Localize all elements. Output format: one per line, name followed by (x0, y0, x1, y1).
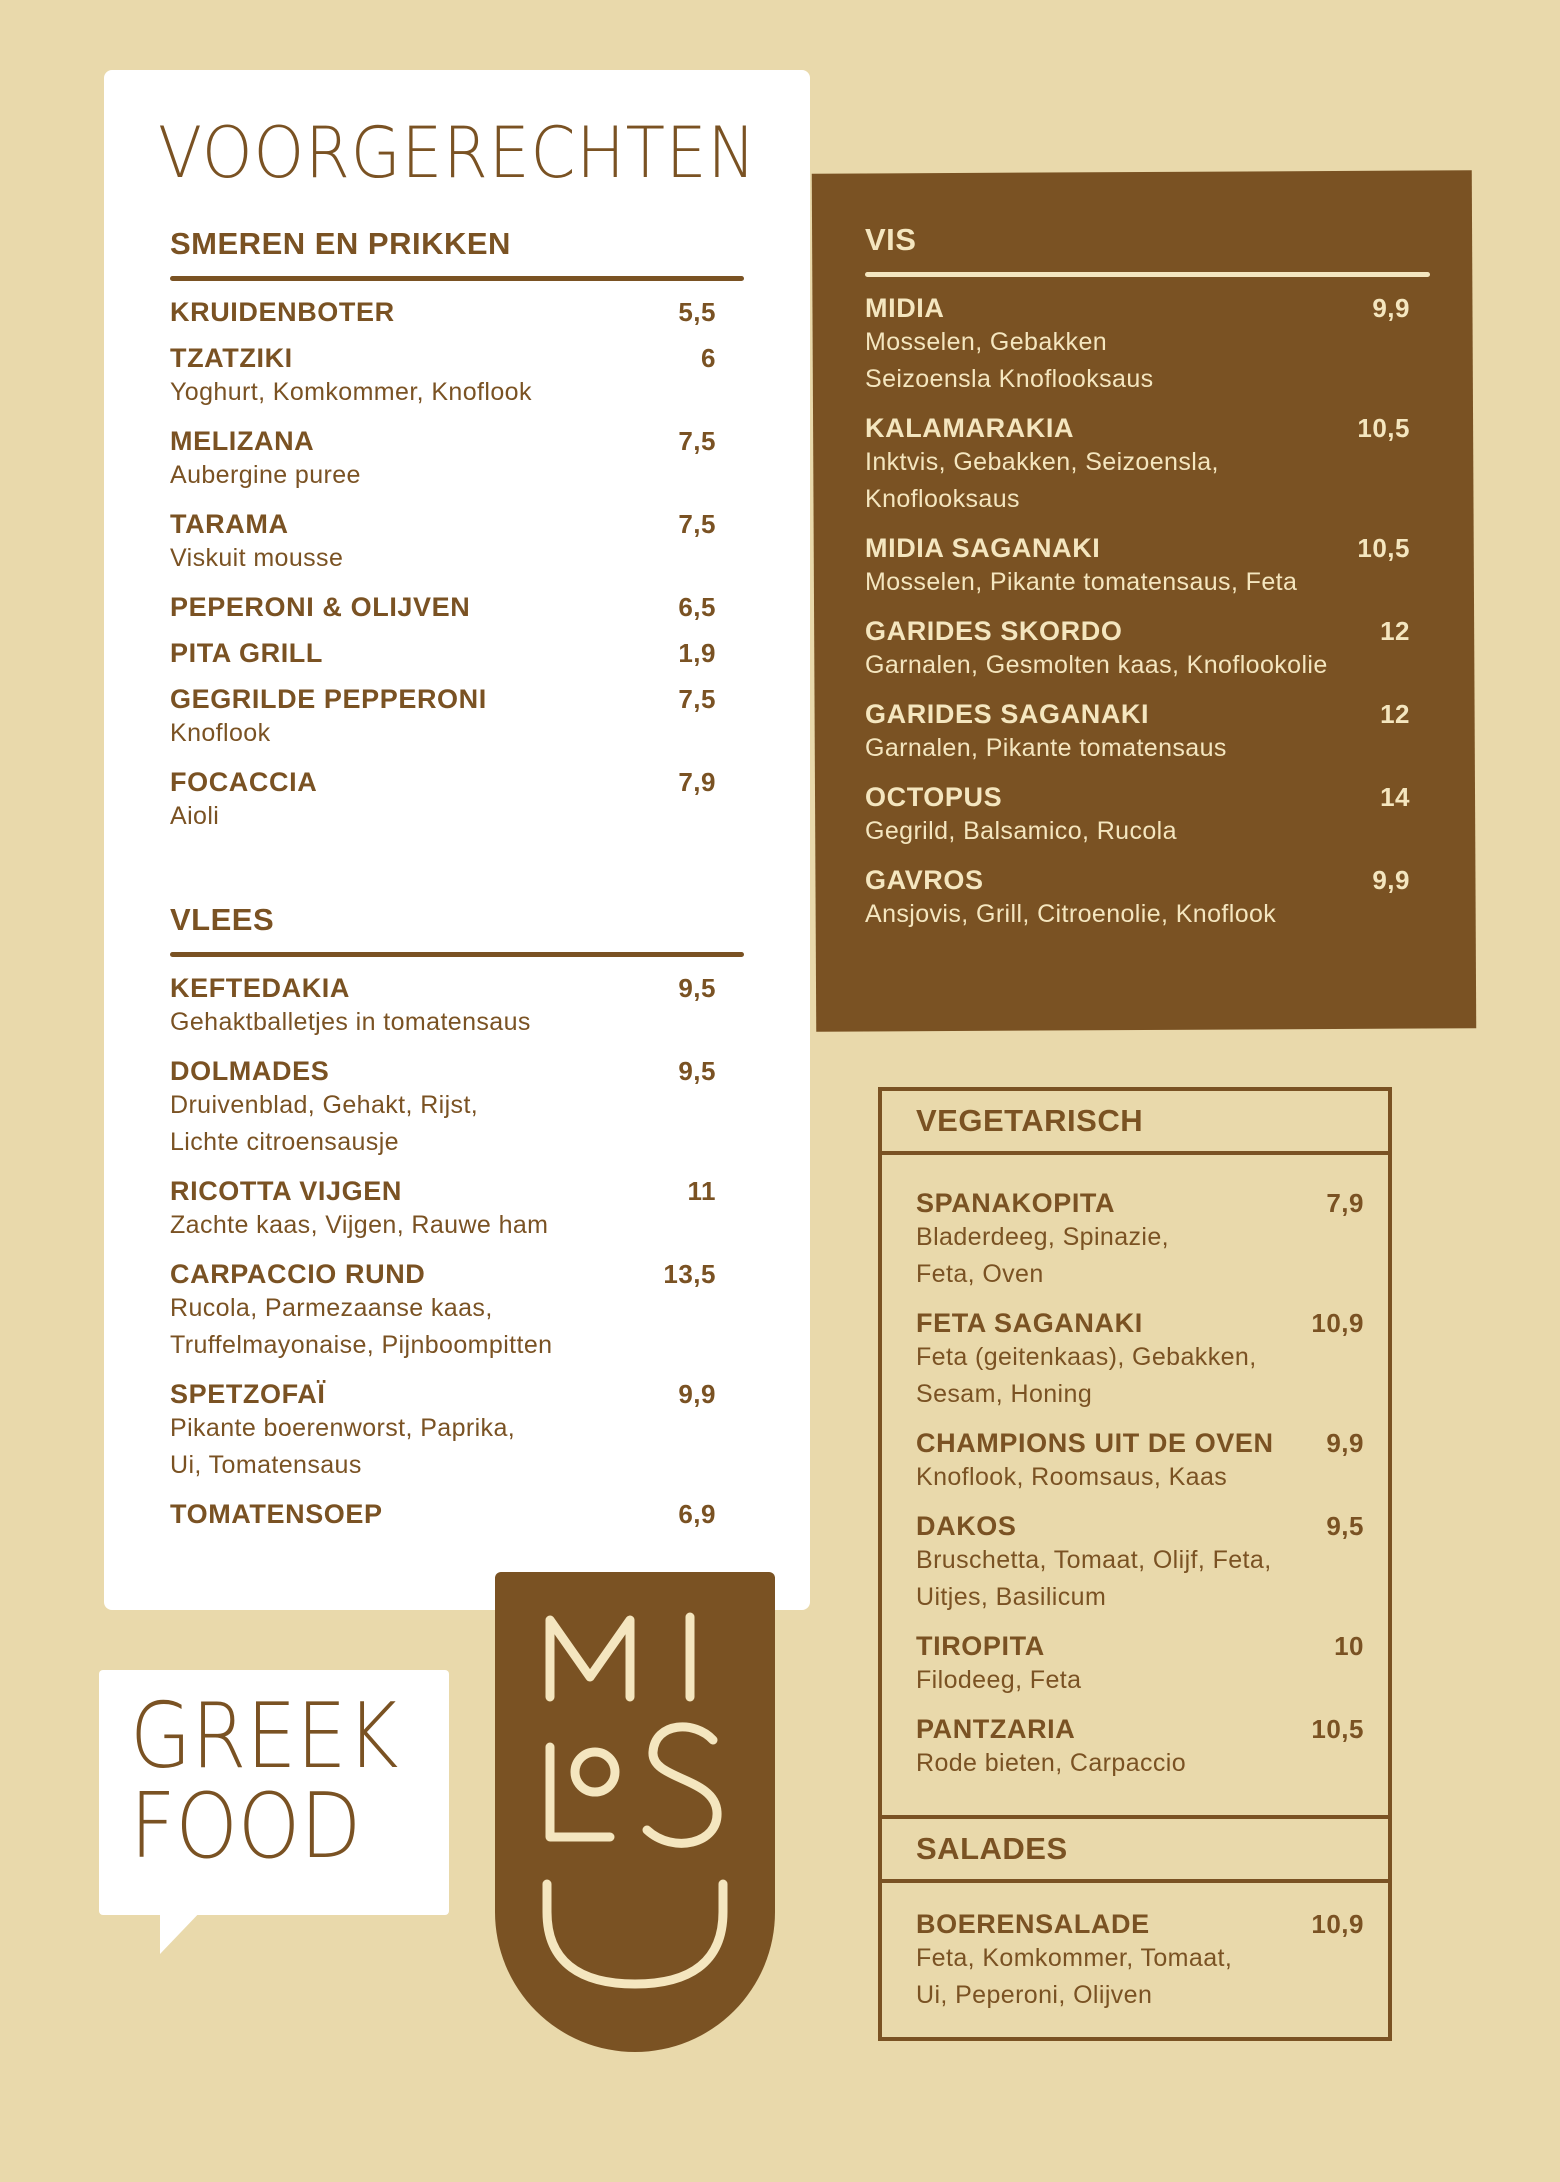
dish-name: FETA SAGANAKI (916, 1308, 1143, 1338)
dish-name: MIDIA SAGANAKI (865, 533, 1101, 563)
badge-line-1: GREEK (130, 1684, 399, 1789)
menu-item (170, 343, 744, 411)
menu-item (916, 1428, 1364, 1496)
menu-item (170, 509, 744, 577)
dish-description: Ansjovis, Grill, Citroenolie, Knoflook (865, 900, 1277, 928)
menu-item-row (916, 1909, 1364, 1940)
menu-item (170, 638, 744, 669)
menu-list (170, 973, 744, 1530)
menu-item-row (170, 684, 744, 715)
section-heading-vegetarisch: VEGETARISCH (882, 1091, 1388, 1155)
greek-food-label (130, 1684, 399, 1879)
dish-price: 1,9 (678, 638, 716, 668)
dish-description: Pikante boerenworst, Paprika, Ui, Tomatensaus (170, 1414, 516, 1479)
dish-name: TIROPITA (916, 1631, 1045, 1661)
menu-list (170, 297, 744, 835)
dish-description: Garnalen, Gesmolten kaas, Knoflookolie (865, 651, 1328, 679)
menu-item-row (916, 1428, 1364, 1459)
dish-description: Gegrild, Balsamico, Rucola (865, 817, 1177, 845)
dish-description: Feta (geitenkaas), Gebakken, Sesam, Honing (916, 1343, 1257, 1408)
dish-price: 11 (687, 1176, 716, 1206)
menu-item-row (865, 533, 1430, 564)
dish-price: 10,9 (1311, 1308, 1364, 1338)
menu-item-row (865, 699, 1430, 730)
dish-description: Rode bieten, Carpaccio (916, 1749, 1187, 1777)
menu-item-row (170, 1176, 744, 1207)
menu-item-row (170, 1259, 744, 1290)
dish-name: PEPERONI & OLIJVEN (170, 592, 471, 622)
menu-item (865, 699, 1430, 767)
dish-description: Aubergine puree (170, 461, 361, 489)
section-smeren-en-prikken (170, 226, 744, 850)
menu-item (170, 1056, 744, 1161)
dish-name: GARIDES SAGANAKI (865, 699, 1150, 729)
dish-description: Viskuit mousse (170, 544, 344, 572)
section-heading-salades: SALADES (882, 1815, 1388, 1883)
menu-item (865, 616, 1430, 684)
dish-price: 10,9 (1311, 1909, 1364, 1939)
dish-price: 12 (1380, 616, 1410, 646)
section-heading: VIS (865, 222, 917, 257)
menu-item (865, 865, 1430, 933)
dish-name: TARAMA (170, 509, 289, 539)
dish-name: MELIZANA (170, 426, 315, 456)
dish-name: KALAMARAKIA (865, 413, 1075, 443)
dish-price: 9,5 (678, 1056, 716, 1086)
dish-price: 9,9 (1372, 865, 1410, 895)
dish-description: Rucola, Parmezaanse kaas, Truffelmayonaise, Pijnboompitten (170, 1294, 553, 1359)
dish-name: CHAMPIONS UIT DE OVEN (916, 1428, 1274, 1458)
dish-price: 7,5 (678, 509, 716, 539)
dish-name: SPETZOFAÏ (170, 1379, 326, 1409)
dish-name: PITA GRILL (170, 638, 323, 668)
dish-description: Aioli (170, 802, 220, 830)
menu-item (916, 1188, 1364, 1293)
dish-name: DAKOS (916, 1511, 1017, 1541)
section-heading: SMEREN EN PRIKKEN (170, 226, 511, 261)
dish-description: Zachte kaas, Vijgen, Rauwe ham (170, 1211, 549, 1239)
section-divider (170, 276, 744, 281)
menu-item (170, 297, 744, 328)
dish-price: 10,5 (1311, 1714, 1364, 1744)
dish-description: Inktvis, Gebakken, Seizoensla, Knoflooksaus (865, 448, 1219, 513)
dish-name: TOMATENSOEP (170, 1499, 383, 1529)
menu-item-row (170, 509, 744, 540)
dish-description: Druivenblad, Gehakt, Rijst, Lichte citroensausje (170, 1091, 479, 1156)
menu-item-row (865, 865, 1430, 896)
menu-item-row (170, 426, 744, 457)
dish-description: Knoflook, Roomsaus, Kaas (916, 1463, 1228, 1491)
menu-list-salades (916, 1909, 1364, 2029)
menu-item-row (916, 1511, 1364, 1542)
dish-price: 14 (1380, 782, 1410, 812)
menu-item (916, 1714, 1364, 1782)
dish-description: Mosselen, Gebakken Seizoensla Knoflooksaus (865, 328, 1154, 393)
dish-price: 9,5 (678, 973, 716, 1003)
section-vis (865, 222, 1430, 948)
menu-item (170, 592, 744, 623)
dish-name: RICOTTA VIJGEN (170, 1176, 402, 1206)
dish-price: 6 (701, 343, 716, 373)
dish-price: 7,9 (1326, 1188, 1364, 1218)
bubble-tail (160, 1908, 204, 1954)
dish-name: KEFTEDAKIA (170, 973, 350, 1003)
menu-item-row (170, 1499, 744, 1530)
dish-price: 5,5 (678, 297, 716, 327)
menu-item (170, 1259, 744, 1364)
dish-description: Garnalen, Pikante tomatensaus (865, 734, 1227, 762)
dish-price: 9,9 (1372, 293, 1410, 323)
dish-price: 9,5 (1326, 1511, 1364, 1541)
menu-item-row (916, 1714, 1364, 1745)
dish-price: 9,9 (1326, 1428, 1364, 1458)
dish-name: GEGRILDE PEPPERONI (170, 684, 487, 714)
milos-logo-icon (495, 1572, 775, 2052)
dish-price: 6,9 (678, 1499, 716, 1529)
dish-description: Mosselen, Pikante tomatensaus, Feta (865, 568, 1298, 596)
menu-item-row (916, 1631, 1364, 1662)
dish-name: MIDIA (865, 293, 945, 323)
menu-item (916, 1511, 1364, 1616)
section-divider (170, 952, 744, 957)
page-title: VOORGERECHTEN (158, 112, 757, 194)
menu-item (916, 1631, 1364, 1699)
section-divider (865, 272, 1430, 277)
dish-name: CARPACCIO RUND (170, 1259, 426, 1289)
menu-item-row (170, 1379, 744, 1410)
menu-item-row (865, 413, 1430, 444)
section-heading: VLEES (170, 902, 275, 937)
dish-description: Gehaktballetjes in tomatensaus (170, 1008, 531, 1036)
menu-item-row (865, 782, 1430, 813)
menu-list-vegetarisch (916, 1188, 1364, 1797)
menu-item-row (170, 343, 744, 374)
dish-description: Filodeeg, Feta (916, 1666, 1082, 1694)
menu-item-row (170, 767, 744, 798)
dish-name: KRUIDENBOTER (170, 297, 395, 327)
dish-price: 9,9 (678, 1379, 716, 1409)
menu-item (170, 767, 744, 835)
menu-item (865, 293, 1430, 398)
dish-description: Knoflook (170, 719, 271, 747)
menu-item (170, 1176, 744, 1244)
menu-item-row (170, 297, 744, 328)
dish-price: 7,9 (678, 767, 716, 797)
menu-item-row (170, 973, 744, 1004)
dish-name: PANTZARIA (916, 1714, 1076, 1744)
dish-name: DOLMADES (170, 1056, 330, 1086)
dish-description: Yoghurt, Komkommer, Knoflook (170, 378, 532, 406)
dish-name: SPANAKOPITA (916, 1188, 1116, 1218)
menu-item-row (170, 592, 744, 623)
menu-item-row (170, 638, 744, 669)
dish-name: TZATZIKI (170, 343, 293, 373)
menu-item (865, 533, 1430, 601)
menu-item-row (170, 1056, 744, 1087)
section-vlees (170, 902, 744, 1545)
dish-description: Bladerdeeg, Spinazie, Feta, Oven (916, 1223, 1170, 1288)
badge-line-2: FOOD (130, 1774, 362, 1879)
dish-name: OCTOPUS (865, 782, 1003, 812)
menu-item (865, 782, 1430, 850)
dish-name: GARIDES SKORDO (865, 616, 1123, 646)
menu-item-row (916, 1188, 1364, 1219)
menu-item (170, 684, 744, 752)
menu-item-row (865, 616, 1430, 647)
dish-name: FOCACCIA (170, 767, 318, 797)
dish-price: 7,5 (678, 426, 716, 456)
vegetarisch-box (878, 1087, 1392, 2041)
menu-item (170, 1379, 744, 1484)
dish-description: Bruschetta, Tomaat, Olijf, Feta, Uitjes, Basilicum (916, 1546, 1272, 1611)
menu-item (865, 413, 1430, 518)
menu-item-row (865, 293, 1430, 324)
menu-item (170, 973, 744, 1041)
dish-price: 13,5 (663, 1259, 716, 1289)
dish-price: 12 (1380, 699, 1410, 729)
menu-item (916, 1308, 1364, 1413)
dish-price: 7,5 (678, 684, 716, 714)
dish-name: BOERENSALADE (916, 1909, 1150, 1939)
dish-description: Feta, Komkommer, Tomaat, Ui, Peperoni, Olijven (916, 1944, 1233, 2009)
dish-price: 10,5 (1357, 413, 1410, 443)
dish-name: GAVROS (865, 865, 984, 895)
menu-list (865, 293, 1430, 933)
menu-item (916, 1909, 1364, 2014)
menu-item (170, 1499, 744, 1530)
dish-price: 6,5 (678, 592, 716, 622)
menu-item-row (916, 1308, 1364, 1339)
menu-item (170, 426, 744, 494)
dish-price: 10,5 (1357, 533, 1410, 563)
dish-price: 10 (1334, 1631, 1364, 1661)
